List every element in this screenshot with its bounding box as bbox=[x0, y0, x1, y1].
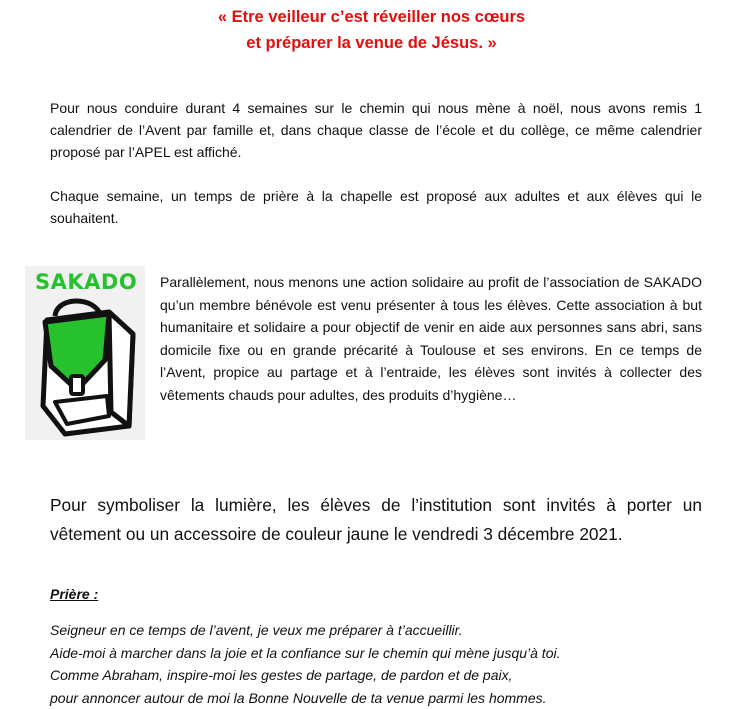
title-line-2: et préparer la venue de Jésus. » bbox=[246, 34, 497, 52]
prayer-line: Seigneur en ce temps de l’avent, je veux me préparer à t’accueillir. bbox=[50, 622, 463, 638]
logo-text: SAKADO bbox=[35, 270, 138, 294]
solidarity-paragraph: Parallèlement, nous menons une action solidaire au profit de l’association de SAKADO qu’un membre bénévole est venu présenter à tous les élèves. Cette association à but humanitaire et solidaire a pour objectif de venir en aide aux personnes sans abri, sans domicile fixe ou en grande précarité à Toulouse et ses environs. En ce temps de l’Avent, propice au partage et à l’entraide, les élèves sont invités à collecter des vêtements chauds pour adultes, des produits d’hygiène… bbox=[160, 274, 702, 403]
prayer-line: Comme Abraham, inspire-moi les gestes de partage, de pardon et de paix, bbox=[50, 667, 513, 683]
prayer-text bbox=[50, 619, 710, 709]
prayer-line: Aide-moi à marcher dans la joie et la confiance sur le chemin qui mène jusqu’à toi. bbox=[50, 644, 561, 661]
prayer-line: pour annoncer autour de moi la Bonne Nouvelle de ta venue parmi les hommes. bbox=[50, 689, 547, 706]
light-paragraph: Pour symboliser la lumière, les élèves de l’institution sont invités à porter un vêtement ou un accessoire de couleur jaune le vendredi 3 décembre 2021. bbox=[50, 495, 702, 544]
prayer-heading: Prière : bbox=[50, 586, 99, 602]
title-line-1: « Etre veilleur c’est réveiller nos cœurs bbox=[217, 8, 526, 26]
prayer-time-paragraph: Chaque semaine, un temps de prière à la chapelle est proposé aux adultes et aux élèves qui le souhaitent. bbox=[50, 188, 702, 226]
intro-paragraph: Pour nous conduire durant 4 semaines sur le chemin qui nous mène à noël, nous avons remis 1 calendrier de l’Avent par famille et, dans chaque classe de l’école et du collège, ce même calendrier proposé par l’APEL est affiché. bbox=[50, 100, 702, 160]
backpack-icon bbox=[25, 294, 145, 440]
page-title bbox=[0, 4, 743, 56]
sakado-logo bbox=[25, 266, 145, 440]
